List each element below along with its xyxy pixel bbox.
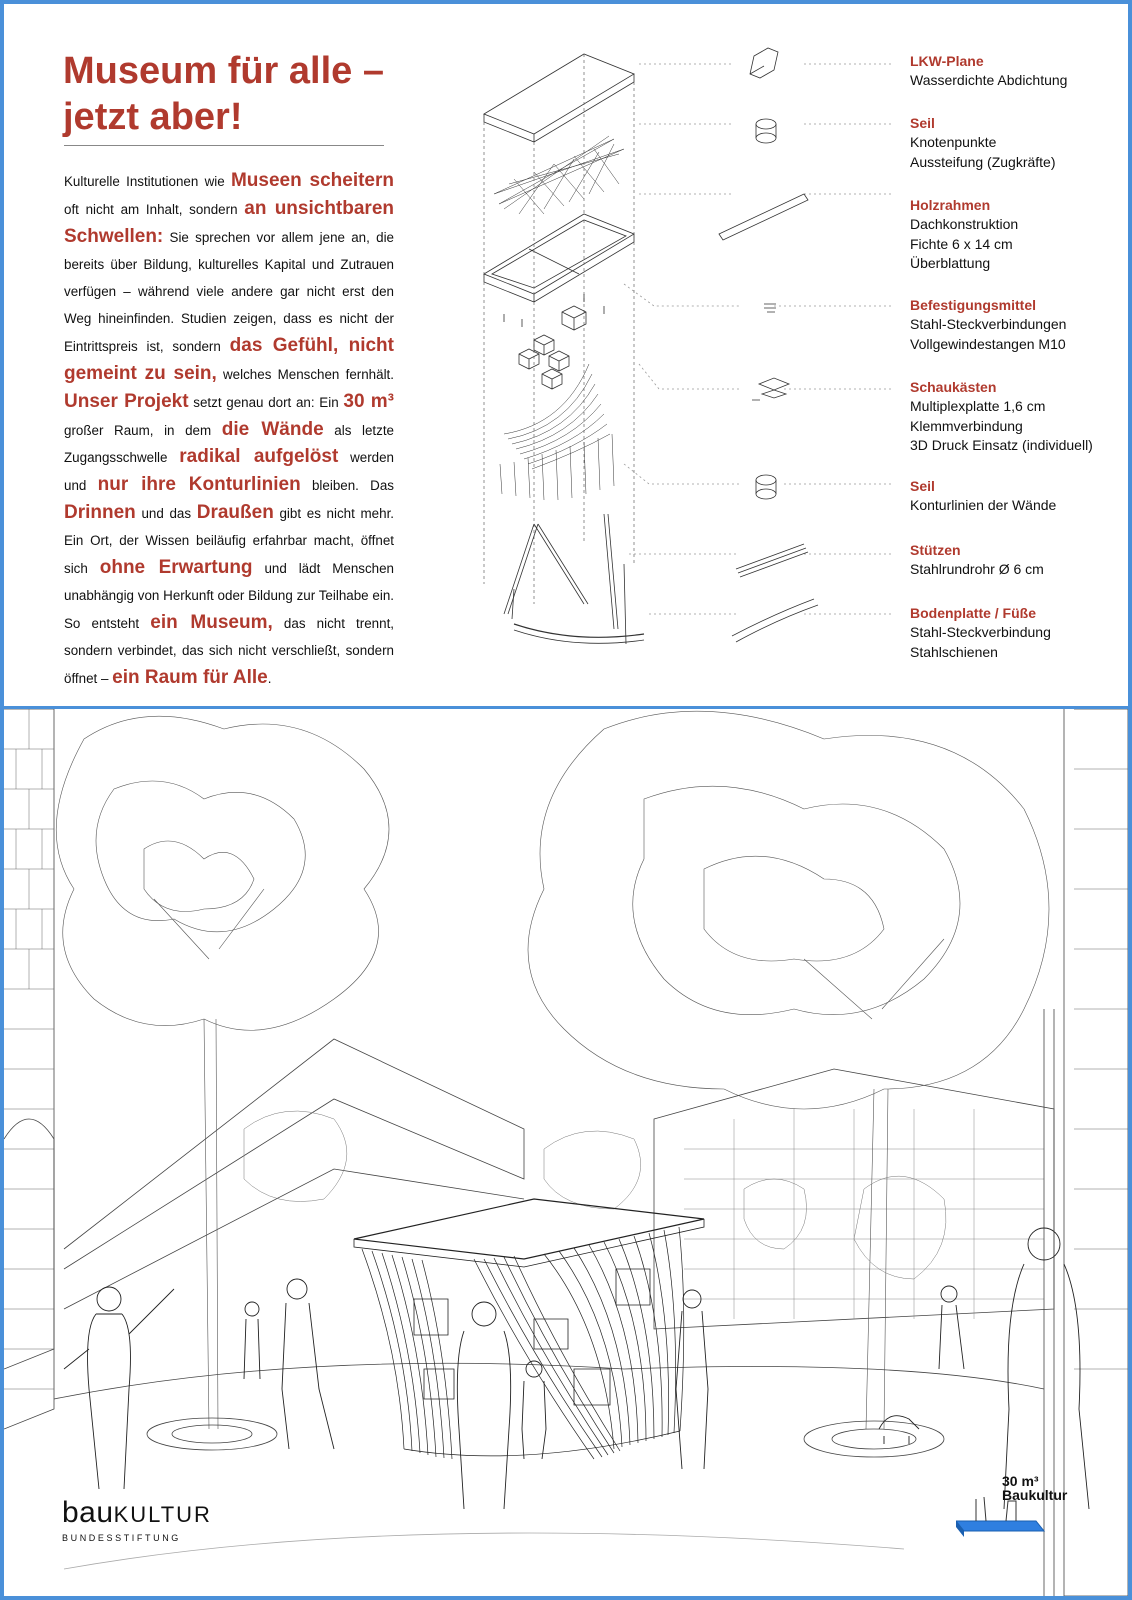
intro-run: .	[267, 670, 272, 686]
intro-run: das nicht trennt, sondern verbindet, das sich nicht verschließt, sondern öffnet –	[64, 615, 395, 686]
intro-run: oft nicht am Inhalt, sondern	[64, 202, 245, 218]
legend-item	[910, 604, 1125, 662]
intro-highlight: die Wände	[221, 418, 324, 440]
title-line-2: jetzt aber!	[63, 96, 243, 138]
intro-highlight: an unsichtbaren Schwellen:	[64, 198, 394, 248]
intro-highlight: Drinnen	[64, 502, 136, 524]
intro-highlight: Museen scheitern	[230, 170, 395, 192]
legend-item	[910, 196, 1125, 274]
legend-line: 3D Druck Einsatz (individuell)	[910, 437, 1093, 453]
legend-line: Stahlschienen	[910, 643, 998, 660]
legend-title: Befestigungsmittel	[910, 297, 1037, 313]
legend-title: Holzrahmen	[910, 197, 991, 213]
logo-wordmark	[62, 1497, 212, 1531]
legend-title: Seil	[910, 478, 935, 494]
intro-run: werden und	[64, 450, 394, 494]
intro-run: setzt genau dort an: Ein	[188, 394, 344, 410]
legend-item	[910, 378, 1125, 456]
intro-highlight: nur ihre Konturlinien	[97, 474, 301, 496]
badge-line-1: 30 m³	[1002, 1473, 1039, 1489]
badge-line-2: Baukultur	[1002, 1487, 1068, 1503]
intro-run: welches Menschen fernhält.	[216, 366, 394, 382]
legend-title: Stützen	[910, 542, 961, 558]
legend-line: Klemmverbindung	[910, 417, 1023, 434]
street-perspective-illustration	[4, 709, 1128, 1596]
intro-run: bleiben. Das	[300, 478, 394, 494]
legend-line: Aussteifung (Zugkräfte)	[910, 153, 1056, 170]
top-panel	[4, 4, 1128, 706]
logo-subtitle: BUNDESSTIFTUNG	[62, 1533, 181, 1543]
legend-line: Dachkonstruktion	[910, 216, 1019, 232]
intro-highlight: das Gefühl, nicht gemeint zu sein,	[64, 334, 394, 384]
intro-run: gibt es nicht mehr. Ein Ort, der Wissen beiläufig erfahrbar macht, öffnet sich	[64, 506, 395, 577]
intro-run: und das	[135, 506, 197, 522]
intro-run: als letzte Zugangsschwelle	[64, 422, 394, 466]
legend-item	[910, 477, 1125, 516]
exploded-axonometric-diagram	[474, 44, 894, 684]
intro-highlight: Draußen	[196, 502, 274, 524]
legend-item	[910, 52, 1125, 91]
legend-item	[910, 541, 1125, 580]
intro-text	[64, 168, 394, 692]
legend-line: Stahl-Steckverbindung	[910, 624, 1051, 640]
logo-kultur: KULTUR	[113, 1502, 212, 1527]
legend-item	[910, 114, 1125, 172]
title-rule	[64, 145, 384, 146]
30m3-baukultur-label	[1002, 1474, 1067, 1502]
legend-item	[910, 296, 1125, 354]
legend-line: Konturlinien der Wände	[910, 497, 1057, 513]
legend-line: Fichte 6 x 14 cm	[910, 235, 1013, 252]
legend-line: Knotenpunkte	[910, 134, 997, 150]
intro-run: und lädt Menschen unabhängig von Herkunft oder Bildung zur Teilhabe ein. So entsteht	[64, 561, 394, 631]
intro-highlight: Unser Projekt	[64, 390, 189, 412]
title-line-1: Museum für alle –	[63, 50, 384, 92]
page-title	[63, 48, 403, 140]
legend-title: LKW-Plane	[910, 53, 984, 69]
intro-run: Kulturelle Institutionen wie	[64, 174, 231, 190]
intro-highlight: radikal aufgelöst	[179, 446, 339, 468]
legend-title: Bodenplatte / Füße	[910, 605, 1036, 621]
baukultur-logo	[62, 1497, 212, 1543]
logo-bau: bau	[62, 1496, 114, 1529]
legend-line: Stahlrundrohr Ø 6 cm	[910, 561, 1044, 577]
legend-line: Stahl-Steckverbindungen	[910, 316, 1067, 332]
intro-highlight: ein Raum für Alle	[112, 666, 268, 688]
intro-highlight: 30 m³	[343, 390, 394, 412]
legend-line: Wasserdichte Abdichtung	[910, 72, 1068, 88]
intro-run: großer Raum, in dem	[64, 422, 222, 438]
legend-line: Vollgewindestangen M10	[910, 335, 1066, 352]
legend-title: Seil	[910, 115, 935, 131]
intro-highlight: ohne Erwartung	[99, 557, 253, 579]
legend-line: Überblattung	[910, 255, 991, 271]
intro-highlight: ein Museum,	[150, 611, 273, 633]
legend-title: Schaukästen	[910, 379, 997, 395]
legend-line: Multiplexplatte 1,6 cm	[910, 398, 1046, 414]
intro-run: Sie sprechen vor allem jene an, die bereits über Bildung, kulturelles Kapital und Zutrauen verfügen – während viele andere gar nicht erst den Weg hineinfinden. Studien zeigen, dass es nicht der Eintrittspreis ist, sondern	[64, 230, 394, 354]
